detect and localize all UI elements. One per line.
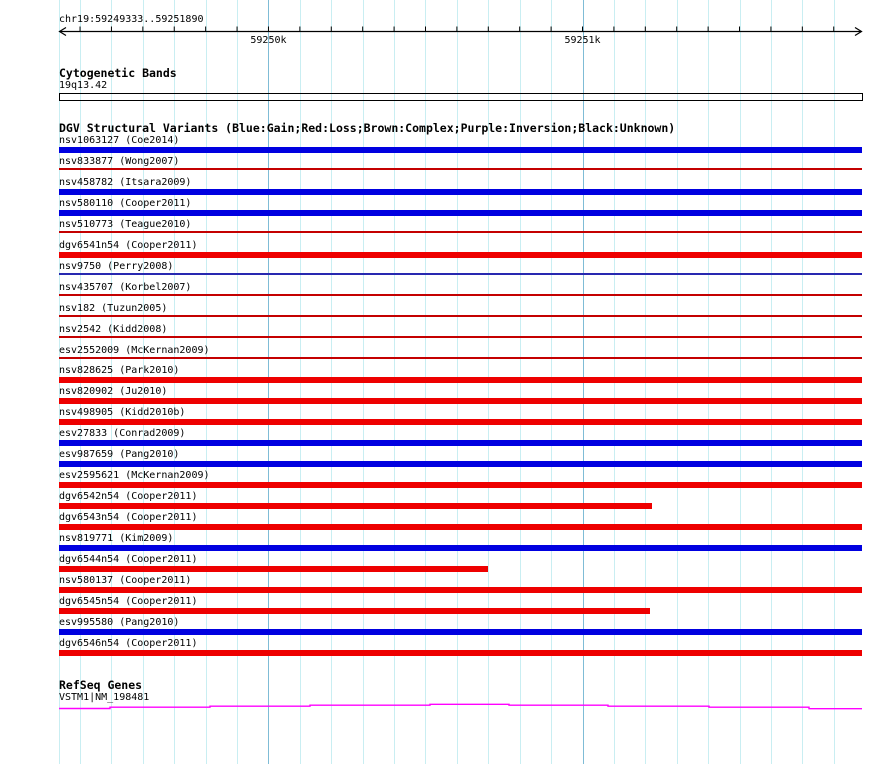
cytoband-box[interactable]: [59, 93, 863, 101]
variant-track-label[interactable]: esv995580 (Pang2010): [59, 617, 180, 628]
variant-track-label[interactable]: dgv6543n54 (Cooper2011): [59, 512, 198, 523]
variant-track-label[interactable]: esv2552009 (McKernan2009): [59, 345, 210, 356]
variant-bar-red[interactable]: [59, 587, 862, 593]
variant-bar-red[interactable]: [59, 650, 862, 656]
variant-bar-blue[interactable]: [59, 210, 862, 216]
variant-bar-red[interactable]: [59, 357, 862, 359]
variant-bar-red[interactable]: [59, 566, 488, 572]
variant-bar-red[interactable]: [59, 524, 862, 530]
variant-bar-blue[interactable]: [59, 461, 862, 467]
variant-bar-red[interactable]: [59, 168, 862, 170]
cytogenetic-bands-title: Cytogenetic Bands: [59, 66, 177, 80]
variant-bar-red[interactable]: [59, 294, 862, 296]
variant-track-label[interactable]: nsv435707 (Korbel2007): [59, 282, 192, 293]
variant-track-label[interactable]: nsv1063127 (Coe2014): [59, 135, 180, 146]
variant-bar-red[interactable]: [59, 377, 862, 383]
ruler-tick-label: 59250k: [250, 35, 287, 46]
variant-track-label[interactable]: nsv833877 (Wong2007): [59, 156, 180, 167]
cytoband-label: 19q13.42: [59, 80, 108, 91]
variant-bar-red[interactable]: [59, 398, 862, 404]
refseq-gene-label[interactable]: VSTM1|NM_198481: [59, 692, 150, 703]
variant-track-label[interactable]: esv987659 (Pang2010): [59, 449, 180, 460]
variant-track-label[interactable]: nsv510773 (Teague2010): [59, 219, 192, 230]
variant-bar-red[interactable]: [59, 252, 862, 258]
variant-bar-blue[interactable]: [59, 545, 862, 551]
variant-bar-red[interactable]: [59, 419, 862, 425]
variant-bar-blue[interactable]: [59, 147, 862, 153]
variant-track-label[interactable]: nsv819771 (Kim2009): [59, 533, 174, 544]
variant-track-label[interactable]: dgv6542n54 (Cooper2011): [59, 491, 198, 502]
dgv-section-title: DGV Structural Variants (Blue:Gain;Red:Loss;Brown:Complex;Purple:Inversion;Black:Unknown): [59, 121, 676, 135]
variant-track-label[interactable]: nsv580137 (Cooper2011): [59, 575, 192, 586]
variant-track-label[interactable]: dgv6546n54 (Cooper2011): [59, 638, 198, 649]
variant-bar-blue[interactable]: [59, 629, 862, 635]
variant-track-label[interactable]: esv2595621 (McKernan2009): [59, 470, 210, 481]
variant-bar-red[interactable]: [59, 482, 862, 488]
variant-track-label[interactable]: nsv498905 (Kidd2010b): [59, 407, 186, 418]
variant-bar-red[interactable]: [59, 608, 650, 614]
variant-bar-blue[interactable]: [59, 440, 862, 446]
variant-track-label[interactable]: nsv2542 (Kidd2008): [59, 324, 168, 335]
variant-track-label[interactable]: nsv580110 (Cooper2011): [59, 198, 192, 209]
variant-bar-red[interactable]: [59, 336, 862, 338]
variant-bar-blue[interactable]: [59, 273, 862, 275]
variant-track-label[interactable]: nsv9750 (Perry2008): [59, 261, 174, 272]
variant-bar-red[interactable]: [59, 315, 862, 317]
variant-track-label[interactable]: dgv6544n54 (Cooper2011): [59, 554, 198, 565]
variant-track-label[interactable]: nsv182 (Tuzun2005): [59, 303, 168, 314]
variant-bar-blue[interactable]: [59, 189, 862, 195]
variant-track-label[interactable]: dgv6541n54 (Cooper2011): [59, 240, 198, 251]
variant-track-label[interactable]: dgv6545n54 (Cooper2011): [59, 596, 198, 607]
variant-track-label[interactable]: esv27833 (Conrad2009): [59, 428, 186, 439]
variant-track-label[interactable]: nsv820902 (Ju2010): [59, 386, 168, 397]
refseq-section-title: RefSeq Genes: [59, 678, 143, 692]
region-coordinates: chr19:59249333..59251890: [59, 14, 204, 25]
variant-track-label[interactable]: nsv828625 (Park2010): [59, 365, 180, 376]
ruler-tick-label: 59251k: [564, 35, 601, 46]
variant-bar-red[interactable]: [59, 503, 652, 509]
variant-bar-red[interactable]: [59, 231, 862, 233]
variant-track-label[interactable]: nsv458782 (Itsara2009): [59, 177, 192, 188]
